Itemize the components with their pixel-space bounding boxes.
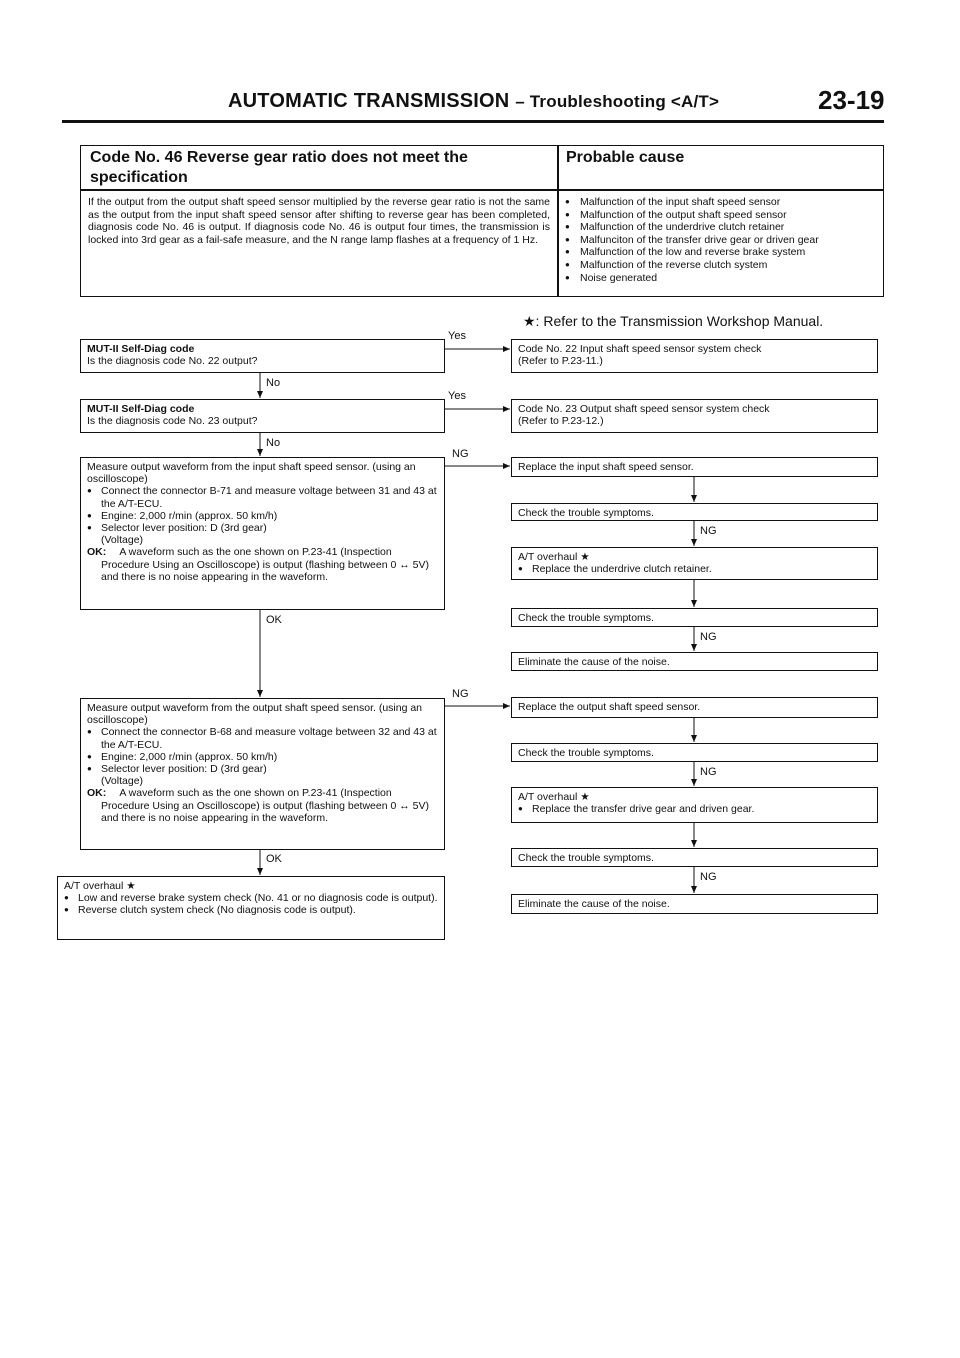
label-no: No — [266, 377, 281, 389]
step2-yes-text: Code No. 23 Output shaft speed sensor system check — [518, 403, 770, 415]
page-number: 23-19 — [818, 85, 885, 115]
overhaul-box — [511, 547, 878, 580]
code-title: Code No. 46 Reverse gear ratio does not meet the specification — [90, 149, 468, 186]
label-yes: Yes — [448, 390, 466, 402]
label-ng: NG — [700, 766, 717, 778]
step3-title: Measure output waveform from the input shaft speed sensor. (using an oscilloscope) — [87, 461, 416, 486]
check-symptoms-box — [511, 743, 878, 762]
label-ng: NG — [700, 525, 717, 537]
overhaul-title: A/T overhaul ★ — [518, 551, 590, 563]
cause-item: ● Malfunction of the low and reverse brake system — [563, 246, 881, 259]
check-symptoms-box — [511, 848, 878, 867]
overhaul-item: ● Replace the transfer drive gear and driven gear. — [518, 803, 871, 815]
replace-input-sensor-text: Replace the input shaft speed sensor. — [518, 461, 694, 473]
cause-item: ● Malfunction of the output shaft speed sensor — [563, 209, 881, 222]
label-ng: NG — [452, 688, 469, 700]
ok-label: OK: — [87, 787, 107, 800]
step1-yes-text: Code No. 22 Input shaft speed sensor system check — [518, 343, 762, 355]
eliminate-noise-box — [511, 894, 878, 914]
check-symptoms-box — [511, 608, 878, 627]
step3-bullet: ● Engine: 2,000 r/min (approx. 50 km/h) — [87, 510, 438, 522]
cause-item: ● Malfunction of the underdrive clutch retainer — [563, 221, 881, 234]
step3-ok-criteria — [87, 546, 438, 583]
label-ok: OK — [266, 614, 282, 626]
check-symptoms-text: Check the trouble symptoms. — [518, 507, 654, 519]
header-subtitle: – Troubleshooting <A/T> — [515, 92, 720, 111]
label-ng: NG — [700, 871, 717, 883]
step5-title: A/T overhaul ★ — [64, 880, 136, 892]
cause-item: ● Malfunction of the input shaft speed sensor — [563, 196, 881, 209]
probable-cause-title: Probable cause — [566, 149, 685, 166]
step2-yes-ref: (Refer to P.23-12.) — [518, 415, 604, 428]
step4-box — [80, 698, 445, 850]
step5-bullet: ● Low and reverse brake system check (No. 41 or no diagnosis code is output). — [64, 892, 438, 904]
step4-title: Measure output waveform from the output shaft speed sensor. (using an oscilloscope) — [87, 702, 423, 727]
check-symptoms-text: Check the trouble symptoms. — [518, 612, 654, 624]
step5-box — [57, 876, 445, 940]
ok-text: A waveform such as the one shown on P.23-41 (Inspection Procedure Using an Oscilloscope) is output (flashing between 0 ↔ 5V) and there is no noise appearing in the waveform. — [101, 787, 430, 824]
cause-item: ● Malfunction of the reverse clutch system — [563, 259, 881, 272]
label-ng: NG — [452, 448, 469, 460]
overhaul-item: ● Replace the underdrive clutch retainer. — [518, 563, 871, 575]
label-ng: NG — [700, 631, 717, 643]
overhaul-title: A/T overhaul ★ — [518, 791, 590, 803]
overhaul-list — [518, 803, 871, 815]
header-title-main: AUTOMATIC TRANSMISSION — [228, 90, 510, 112]
check-symptoms-box — [511, 503, 878, 521]
check-symptoms-text: Check the trouble symptoms. — [518, 747, 654, 759]
cause-item: ● Malfunciton of the transfer drive gear or driven gear — [563, 234, 881, 247]
step4-voltage: (Voltage) — [101, 775, 144, 788]
label-ok: OK — [266, 853, 282, 865]
refer-note: ★: Refer to the Transmission Workshop Manual. — [523, 313, 824, 329]
step2-yes-box — [511, 399, 878, 433]
overhaul-list — [518, 563, 871, 575]
step3-voltage: (Voltage) — [101, 534, 144, 547]
code-description: If the output from the output shaft speed sensor multiplied by the reverse gear ratio is not the same as the output from the input shaft speed sensor after shifting to reverse gear has been completed, diagnosis code No. 46 is output. If diagnosis code No. 46 is output four times, the transmission is locked into 3rd gear as a fail-safe measure, and the N range lamp flashes at a frequency of 1 Hz. — [88, 196, 550, 246]
label-no: No — [266, 437, 281, 449]
step1-text: Is the diagnosis code No. 22 output? — [87, 355, 258, 368]
eliminate-noise-box — [511, 652, 878, 671]
step4-bullet: ● Selector lever position: D (3rd gear) — [87, 763, 438, 775]
overhaul-box — [511, 787, 878, 823]
step1-title: MUT-II Self-Diag code — [87, 343, 195, 355]
replace-input-sensor-box — [511, 457, 878, 477]
replace-output-sensor-box — [511, 697, 878, 718]
step3-box — [80, 457, 445, 610]
step1-yes-box — [511, 339, 878, 373]
step1-yes-ref: (Refer to P.23-11.) — [518, 355, 603, 368]
step3-bullet: ● Connect the connector B-71 and measure voltage between 31 and 43 at the A/T-ECU. — [87, 485, 438, 509]
step4-bullet: ● Engine: 2,000 r/min (approx. 50 km/h) — [87, 751, 438, 763]
ok-label: OK: — [87, 546, 107, 559]
replace-output-sensor-text: Replace the output shaft speed sensor. — [518, 701, 701, 713]
step5-bullet: ● Reverse clutch system check (No diagnosis code is output). — [64, 904, 438, 916]
step4-bullet: ● Connect the connector B-68 and measure voltage between 32 and 43 at the A/T-ECU. — [87, 726, 438, 750]
step2-title: MUT-II Self-Diag code — [87, 403, 195, 415]
label-yes: Yes — [448, 330, 466, 342]
step2-box — [80, 399, 445, 433]
cause-item: ● Noise generated — [563, 272, 881, 285]
step2-text: Is the diagnosis code No. 23 output? — [87, 415, 258, 428]
check-symptoms-text: Check the trouble symptoms. — [518, 852, 654, 864]
step4-ok-criteria — [87, 787, 438, 824]
ok-text: A waveform such as the one shown on P.23-41 (Inspection Procedure Using an Oscilloscope) is output (flashing between 0 ↔ 5V) and there is no noise appearing in the waveform. — [101, 546, 430, 583]
step4-bullets — [87, 726, 438, 775]
eliminate-noise-text: Eliminate the cause of the noise. — [518, 898, 670, 910]
step1-box — [80, 339, 445, 373]
step3-bullet: ● Selector lever position: D (3rd gear) — [87, 522, 438, 534]
eliminate-noise-text: Eliminate the cause of the noise. — [518, 656, 670, 668]
step5-bullets — [64, 892, 438, 916]
step3-bullets — [87, 485, 438, 534]
